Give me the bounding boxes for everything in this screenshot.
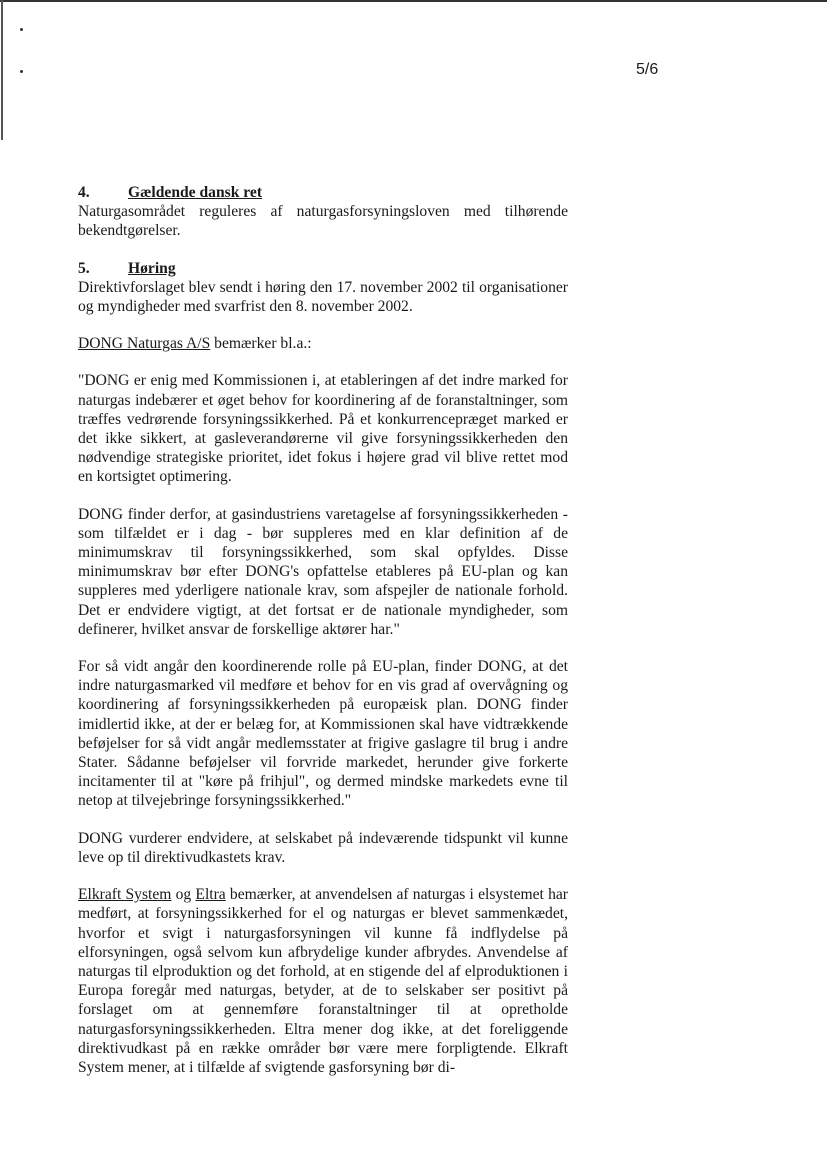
eltra-name: Eltra <box>195 886 226 904</box>
elkraft-and: og <box>171 886 196 904</box>
page-number: 5/6 <box>636 61 659 78</box>
dong-paragraph-4: DONG vurderer endvidere, at selskabet på indeværende tidspunkt vil kunne leve op til direktivudkastets krav. <box>78 829 568 866</box>
section-title: Høring <box>128 259 176 277</box>
section-number: 5. <box>78 259 90 277</box>
dong-paragraph-2: DONG finder derfor, at gasindustriens varetagelse af forsyningssikkerheden - som tilfældet er i dag - bør suppleres med en klar definition af de minimumskrav til forsyningssikkerhed, som skal opfyldes. Disse minimumskrav bør efter DONG's opfattelse etableres på EU-plan og kan suppleres med yderligere nationale krav, som afspejler de nationale forhold. Det er endvidere vigtigt, at det fortsat er de nationale myndigheder, som definerer, hvilket ansvar de forskellige aktører har." <box>78 505 568 638</box>
section-text: Naturgasområdet reguleres af naturgasforsyningsloven med tilhørende bekendtgørelser. <box>78 203 568 240</box>
dong-paragraph-1: "DONG er enig med Kommissionen i, at etableringen af det indre marked for naturgas indebærer et øget behov for koordinering af de foranstaltninger, som træffes vedrørende forsyningssikkerhed. På et konkurrencepræget marked er det ikke sikkert, at gasleverandørerne vil give forsyningssikkerheden den nødvendige strategiske prioritet, idet fokus i højere grad vil blive rettet mod en kortsigtet optimering. <box>78 372 568 486</box>
scan-speck <box>20 70 23 73</box>
scan-left-edge <box>1 0 3 140</box>
document-body <box>78 183 568 1077</box>
elkraft-text: bemærker, at anvendelsen af naturgas i elsystemet har medført, at forsyningssikkerhed for el og naturgas er blevet sammenkædet, hvorfor et svigt i naturgasforsyningen vil kunne få indflydelse på elforsyningen, også selvom kun afbrydelige kunder afbrydes. Anvendelse af naturgas til elproduktion og det forhold, at en stigende del af elproduktionen i Europa foregår med naturgas, betyder, at de to selskaber ser positivt på forslaget om at gennemføre foranstaltninger til at opretholde naturgasforsyningssikkerheden. Eltra mener dog ikke, at det foreliggende direktivudkast på en række områder bør være mere forpligtende. Elkraft System mener, at i tilfælde af svigtende gasforsyning bør di- <box>78 886 568 1076</box>
section-heading <box>78 183 568 202</box>
section-heading <box>78 259 568 278</box>
dong-paragraph-3: For så vidt angår den koordinerende rolle på EU-plan, finder DONG, at det indre naturgasmarked vil medføre et behov for en vis grad af overvågning og koordinering af forsyningssikkerheden på europæisk plan. DONG finder imidlertid ikke, at der er belæg for, at Kommissionen skal have vidtrækkende beføjelser for så vidt angår medlemsstater at frigive gaslagre til brug i andre Stater. Sådanne beføjelser vil forvride markedet, herunder give forkerte incitamenter til at "køre på frihjul", og dermed mindske markedets evne til netop at tilvejebringe forsyningssikkerhed." <box>78 658 568 810</box>
section-text: Direktivforslaget blev sendt i høring den 17. november 2002 til organisationer og myndigheder med svarfrist den 8. november 2002. <box>78 278 568 316</box>
dong-intro <box>78 334 568 353</box>
dong-intro-text: bemærker bl.a.: <box>210 335 312 353</box>
scan-top-edge <box>0 0 827 2</box>
dong-name: DONG Naturgas A/S <box>78 335 211 353</box>
section-number: 4. <box>78 184 90 201</box>
elkraft-paragraph <box>78 885 568 1077</box>
scan-speck <box>20 28 23 31</box>
elkraft-name: Elkraft System <box>78 886 172 904</box>
section-title: Gældende dansk ret <box>128 184 263 201</box>
